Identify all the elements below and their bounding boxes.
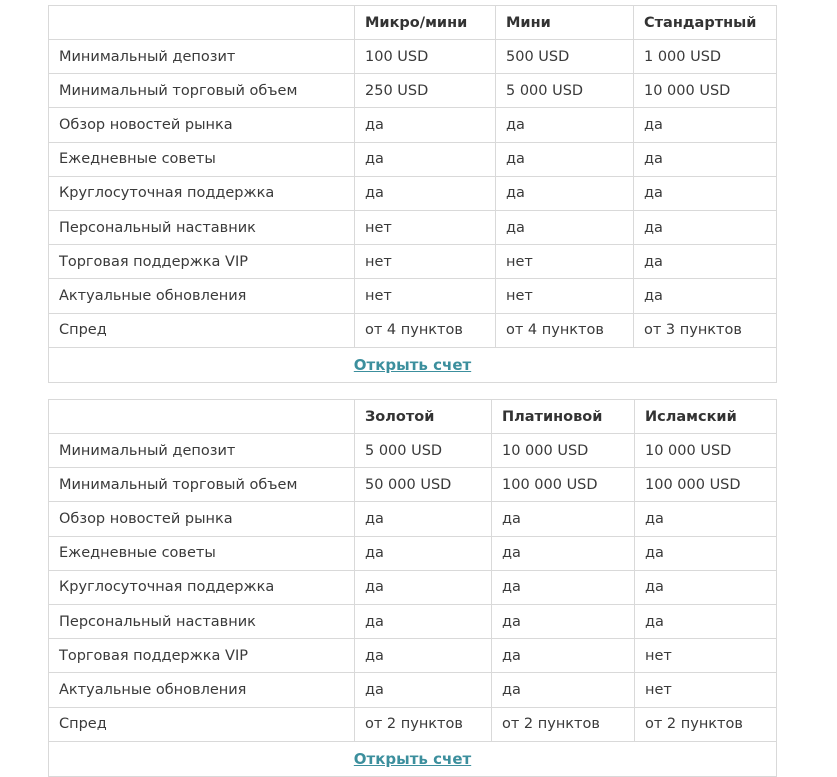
table-cell: да bbox=[355, 537, 492, 570]
row-label: Спред bbox=[49, 708, 355, 741]
header-cell bbox=[49, 400, 355, 433]
table-cell: да bbox=[355, 605, 492, 638]
table-cell: нет bbox=[645, 647, 672, 664]
table-row bbox=[49, 639, 776, 673]
row-label: Торговая поддержка VIP bbox=[49, 639, 355, 672]
table-cell: нет bbox=[355, 211, 496, 244]
table-cell: да bbox=[492, 605, 635, 638]
table-cell: 100 000 USD bbox=[492, 468, 635, 501]
table-row bbox=[49, 177, 776, 211]
table-cell: да bbox=[644, 151, 663, 168]
row-label: Круглосуточная поддержка bbox=[49, 177, 355, 210]
header-cell bbox=[49, 6, 355, 39]
table-cell: да bbox=[645, 613, 664, 630]
table-cell: да bbox=[644, 287, 663, 304]
table-cell: да bbox=[492, 639, 635, 672]
table-row bbox=[49, 468, 776, 502]
table-cell: нет bbox=[355, 279, 496, 312]
table-cell: 50 000 USD bbox=[355, 468, 492, 501]
row-label: Обзор новостей рынка bbox=[49, 502, 355, 535]
table-footer bbox=[49, 348, 776, 382]
table-cell: да bbox=[645, 545, 664, 562]
table-row bbox=[49, 40, 776, 74]
table-cell: от 4 пунктов bbox=[355, 314, 496, 347]
table-cell: да bbox=[355, 639, 492, 672]
table-cell: да bbox=[355, 143, 496, 176]
table-row bbox=[49, 211, 776, 245]
header-cell: Стандартный bbox=[644, 14, 757, 31]
open-account-link[interactable]: Открыть счет bbox=[353, 355, 472, 374]
row-label: Круглосуточная поддержка bbox=[49, 571, 355, 604]
table-cell: да bbox=[492, 571, 635, 604]
table-cell: 250 USD bbox=[355, 74, 496, 107]
table-cell: да bbox=[492, 673, 635, 706]
row-label: Минимальный торговый объем bbox=[49, 468, 355, 501]
table-cell: нет bbox=[645, 681, 672, 698]
table-cell: от 2 пунктов bbox=[645, 716, 743, 733]
row-label: Спред bbox=[49, 314, 355, 347]
account-comparison-table-1 bbox=[48, 5, 777, 383]
row-label: Ежедневные советы bbox=[49, 143, 355, 176]
table-row bbox=[49, 673, 776, 707]
row-label: Обзор новостей рынка bbox=[49, 108, 355, 141]
table-cell: нет bbox=[355, 245, 496, 278]
table-cell: да bbox=[645, 510, 664, 527]
table-cell: 5 000 USD bbox=[355, 434, 492, 467]
table-cell: да bbox=[644, 116, 663, 133]
table-cell: да bbox=[355, 108, 496, 141]
table-cell: от 2 пунктов bbox=[492, 708, 635, 741]
table-cell: 500 USD bbox=[496, 40, 634, 73]
table-header-row bbox=[49, 6, 776, 40]
table-cell: да bbox=[355, 177, 496, 210]
row-label: Актуальные обновления bbox=[49, 279, 355, 312]
table-cell: 5 000 USD bbox=[496, 74, 634, 107]
table-cell: 100 000 USD bbox=[645, 476, 741, 493]
table-cell: да bbox=[496, 143, 634, 176]
table-cell: да bbox=[644, 219, 663, 236]
table-header-row bbox=[49, 400, 776, 434]
table-cell: нет bbox=[496, 279, 634, 312]
table-row bbox=[49, 571, 776, 605]
table-row bbox=[49, 279, 776, 313]
table-cell: 10 000 USD bbox=[645, 442, 732, 459]
header-cell: Микро/мини bbox=[355, 6, 496, 39]
row-label: Минимальный депозит bbox=[49, 40, 355, 73]
header-cell: Платиновой bbox=[492, 400, 635, 433]
table-row bbox=[49, 108, 776, 142]
table-row bbox=[49, 74, 776, 108]
header-cell: Золотой bbox=[355, 400, 492, 433]
table-cell: 10 000 USD bbox=[644, 82, 731, 99]
table-row bbox=[49, 502, 776, 536]
table-cell: 100 USD bbox=[355, 40, 496, 73]
row-label: Персональный наставник bbox=[49, 605, 355, 638]
table-row bbox=[49, 314, 776, 348]
table-cell: да bbox=[492, 502, 635, 535]
table-cell: от 2 пунктов bbox=[355, 708, 492, 741]
row-label: Персональный наставник bbox=[49, 211, 355, 244]
row-label: Ежедневные советы bbox=[49, 537, 355, 570]
table-cell: 1 000 USD bbox=[644, 48, 722, 65]
header-cell: Исламский bbox=[645, 408, 737, 425]
row-label: Актуальные обновления bbox=[49, 673, 355, 706]
table-cell: да bbox=[645, 579, 664, 596]
table-cell: да bbox=[492, 537, 635, 570]
row-label: Торговая поддержка VIP bbox=[49, 245, 355, 278]
table-row bbox=[49, 434, 776, 468]
table-cell: 10 000 USD bbox=[492, 434, 635, 467]
open-account-link[interactable]: Открыть счет bbox=[353, 749, 472, 768]
table-row bbox=[49, 143, 776, 177]
header-cell: Мини bbox=[496, 6, 634, 39]
table-cell: да bbox=[496, 211, 634, 244]
table-cell: да bbox=[644, 253, 663, 270]
table-cell: да bbox=[355, 673, 492, 706]
table-cell: да bbox=[355, 571, 492, 604]
table-cell: да bbox=[496, 108, 634, 141]
table-footer bbox=[49, 742, 776, 776]
table-row bbox=[49, 537, 776, 571]
table-cell: от 3 пунктов bbox=[644, 322, 742, 339]
table-cell: от 4 пунктов bbox=[496, 314, 634, 347]
table-cell: да bbox=[496, 177, 634, 210]
table-row bbox=[49, 708, 776, 742]
row-label: Минимальный торговый объем bbox=[49, 74, 355, 107]
table-cell: да bbox=[644, 185, 663, 202]
table-row bbox=[49, 245, 776, 279]
table-cell: да bbox=[355, 502, 492, 535]
row-label: Минимальный депозит bbox=[49, 434, 355, 467]
table-row bbox=[49, 605, 776, 639]
table-cell: нет bbox=[496, 245, 634, 278]
account-comparison-table-2 bbox=[48, 399, 777, 777]
